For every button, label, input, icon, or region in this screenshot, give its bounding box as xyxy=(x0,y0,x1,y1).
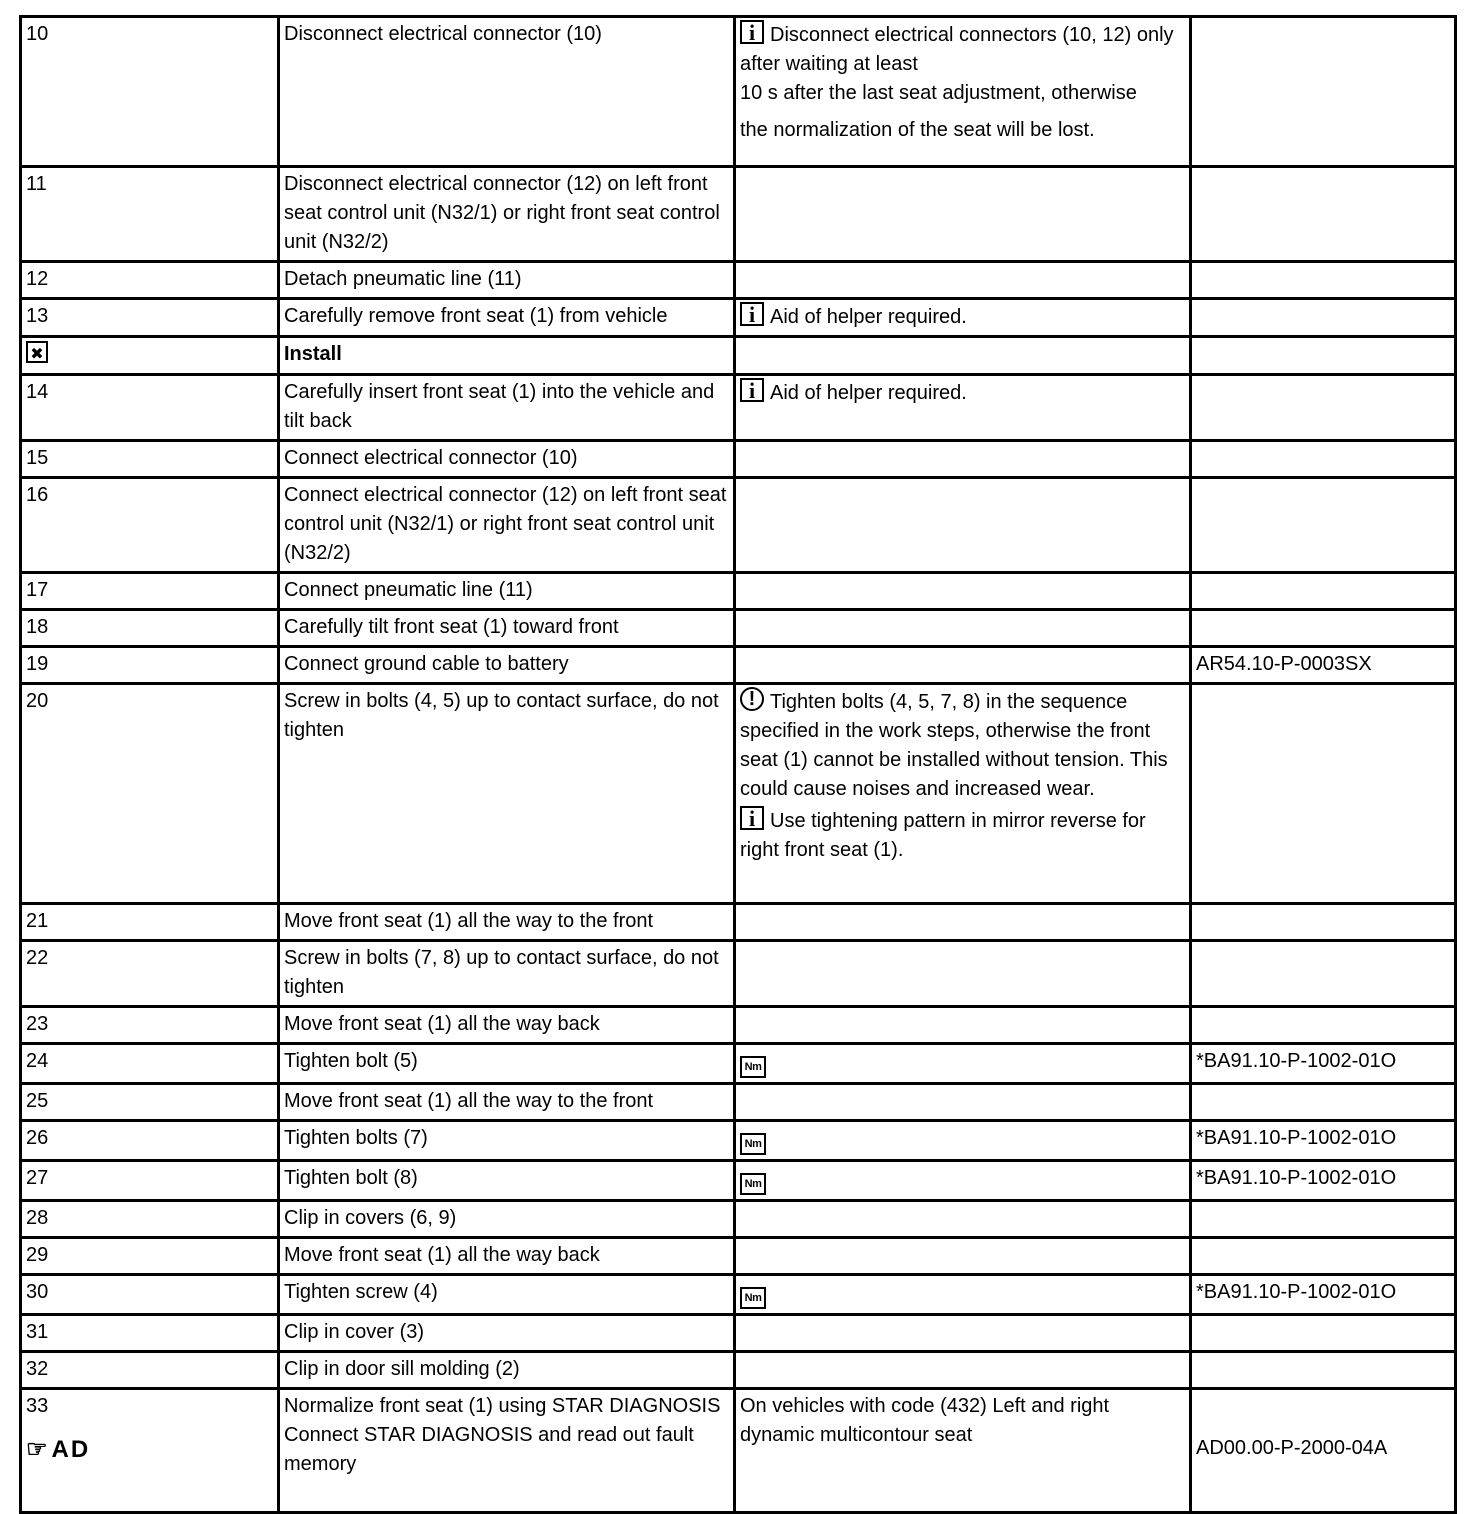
table-row xyxy=(21,299,1456,337)
step-action: Tighten bolts (7) xyxy=(279,1121,735,1161)
step-number: 21 xyxy=(21,904,279,941)
table-row xyxy=(21,610,1456,647)
ad-mark xyxy=(26,1435,273,1464)
table-row xyxy=(21,478,1456,573)
info-icon xyxy=(740,20,764,44)
table-row xyxy=(21,262,1456,299)
table-row xyxy=(21,1007,1456,1044)
step-number: 28 xyxy=(21,1201,279,1238)
step-number: 27 xyxy=(21,1161,279,1201)
step-number: 20 xyxy=(21,684,279,904)
ad-mark-text: AD xyxy=(51,1436,91,1463)
step-note xyxy=(735,941,1191,1007)
step-note xyxy=(735,262,1191,299)
table-row xyxy=(21,1161,1456,1201)
step-reference xyxy=(1191,337,1456,375)
info-icon xyxy=(740,806,764,830)
step-action: Detach pneumatic line (11) xyxy=(279,262,735,299)
step-action xyxy=(279,1389,735,1513)
step-number xyxy=(21,1389,279,1513)
step-action-text: Connect STAR DIAGNOSIS and read out fault memory xyxy=(284,1424,694,1475)
table-row xyxy=(21,1201,1456,1238)
step-number: 10 xyxy=(21,17,279,167)
step-action: Carefully insert front seat (1) into the vehicle and tilt back xyxy=(279,375,735,441)
step-number: 29 xyxy=(21,1238,279,1275)
table-row xyxy=(21,167,1456,262)
step-number: 16 xyxy=(21,478,279,573)
step-note xyxy=(735,337,1191,375)
step-reference xyxy=(1191,573,1456,610)
step-note xyxy=(735,1275,1191,1315)
step-number: 14 xyxy=(21,375,279,441)
table-row xyxy=(21,1084,1456,1121)
note-text: Aid of helper required. xyxy=(770,306,967,328)
step-reference xyxy=(1191,684,1456,904)
step-action: Move front seat (1) all the way back xyxy=(279,1007,735,1044)
step-action: Connect electrical connector (12) on left front seat control unit (N32/1) or right front seat control unit (N32/2) xyxy=(279,478,735,573)
table-row xyxy=(21,1352,1456,1389)
note-text: Aid of helper required. xyxy=(770,382,967,404)
step-number: 12 xyxy=(21,262,279,299)
step-number: 11 xyxy=(21,167,279,262)
step-reference xyxy=(1191,167,1456,262)
table-row xyxy=(21,17,1456,167)
step-note xyxy=(735,441,1191,478)
step-number: 19 xyxy=(21,647,279,684)
step-reference xyxy=(1191,262,1456,299)
step-reference xyxy=(1191,1315,1456,1352)
step-note xyxy=(735,1352,1191,1389)
step-action: Tighten bolt (8) xyxy=(279,1161,735,1201)
step-number xyxy=(21,337,279,375)
step-reference: *BA91.10-P-1002-01O xyxy=(1191,1275,1456,1315)
table-row xyxy=(21,1044,1456,1084)
step-reference xyxy=(1191,1007,1456,1044)
step-action-text: Normalize front seat (1) using STAR DIAGNOSIS xyxy=(284,1395,721,1417)
step-reference xyxy=(1191,478,1456,573)
step-note xyxy=(735,647,1191,684)
step-reference xyxy=(1191,904,1456,941)
step-number: 26 xyxy=(21,1121,279,1161)
note-text: Tighten bolts (4, 5, 7, 8) in the sequence specified in the work steps, otherwise the front seat (1) cannot be installed without tension. This could cause noises and increased wear. xyxy=(740,691,1168,800)
step-note xyxy=(735,167,1191,262)
step-note xyxy=(735,17,1191,167)
step-action: Tighten bolt (5) xyxy=(279,1044,735,1084)
step-action: Clip in cover (3) xyxy=(279,1315,735,1352)
step-reference xyxy=(1191,1201,1456,1238)
torque-nm-icon xyxy=(740,1056,766,1078)
table-row xyxy=(21,684,1456,904)
step-action: Disconnect electrical connector (10) xyxy=(279,17,735,167)
table-row xyxy=(21,337,1456,375)
step-action: Move front seat (1) all the way to the front xyxy=(279,904,735,941)
step-number: 25 xyxy=(21,1084,279,1121)
step-number: 24 xyxy=(21,1044,279,1084)
step-number-text: 33 xyxy=(26,1395,49,1417)
install-icon xyxy=(26,341,48,363)
step-reference: *BA91.10-P-1002-01O xyxy=(1191,1121,1456,1161)
step-number: 31 xyxy=(21,1315,279,1352)
step-note xyxy=(735,299,1191,337)
table-row xyxy=(21,1389,1456,1513)
step-number: 22 xyxy=(21,941,279,1007)
table-row xyxy=(21,1238,1456,1275)
step-action: Connect ground cable to battery xyxy=(279,647,735,684)
step-note xyxy=(735,1161,1191,1201)
pointing-hand-icon: ☞ xyxy=(26,1436,50,1463)
step-action: Move front seat (1) all the way back xyxy=(279,1238,735,1275)
step-action: Clip in door sill molding (2) xyxy=(279,1352,735,1389)
step-number: 30 xyxy=(21,1275,279,1315)
step-action: Carefully remove front seat (1) from vehicle xyxy=(279,299,735,337)
torque-nm-icon xyxy=(740,1133,766,1155)
torque-nm-icon xyxy=(740,1287,766,1309)
step-reference xyxy=(1191,1352,1456,1389)
step-action: Screw in bolts (4, 5) up to contact surface, do not tighten xyxy=(279,684,735,904)
step-number: 32 xyxy=(21,1352,279,1389)
step-note xyxy=(735,1121,1191,1161)
step-action: Clip in covers (6, 9) xyxy=(279,1201,735,1238)
step-reference: AR54.10-P-0003SX xyxy=(1191,647,1456,684)
step-number: 18 xyxy=(21,610,279,647)
step-reference: *BA91.10-P-1002-01O xyxy=(1191,1161,1456,1201)
procedure-table xyxy=(19,15,1457,1514)
step-note xyxy=(735,904,1191,941)
step-number: 23 xyxy=(21,1007,279,1044)
table-row xyxy=(21,573,1456,610)
step-reference xyxy=(1191,17,1456,167)
note-text: Use tightening pattern in mirror reverse for right front seat (1). xyxy=(740,810,1146,861)
step-action: Disconnect electrical connector (12) on left front seat control unit (N32/1) or right front seat control unit (N32/2) xyxy=(279,167,735,262)
section-heading: Install xyxy=(279,337,735,375)
table-row xyxy=(21,441,1456,478)
info-icon xyxy=(740,378,764,402)
caution-icon xyxy=(740,687,764,711)
step-number: 17 xyxy=(21,573,279,610)
table-row xyxy=(21,647,1456,684)
step-reference: *BA91.10-P-1002-01O xyxy=(1191,1044,1456,1084)
step-reference xyxy=(1191,1084,1456,1121)
step-reference xyxy=(1191,941,1456,1007)
step-note xyxy=(735,610,1191,647)
step-note xyxy=(735,478,1191,573)
table-row xyxy=(21,941,1456,1007)
step-note: On vehicles with code (432) Left and right dynamic multicontour seat xyxy=(735,1389,1191,1513)
table-row xyxy=(21,1315,1456,1352)
step-note xyxy=(735,1238,1191,1275)
step-action: Tighten screw (4) xyxy=(279,1275,735,1315)
step-action: Move front seat (1) all the way to the front xyxy=(279,1084,735,1121)
step-reference xyxy=(1191,1238,1456,1275)
step-reference xyxy=(1191,299,1456,337)
step-reference xyxy=(1191,441,1456,478)
step-note xyxy=(735,1201,1191,1238)
step-note xyxy=(735,684,1191,904)
table-row xyxy=(21,904,1456,941)
step-action: Carefully tilt front seat (1) toward front xyxy=(279,610,735,647)
step-reference xyxy=(1191,610,1456,647)
step-note xyxy=(735,1315,1191,1352)
note-text: the normalization of the seat will be lost. xyxy=(740,119,1095,141)
step-note xyxy=(735,573,1191,610)
note-text: Disconnect electrical connectors (10, 12) only after waiting at least xyxy=(740,24,1174,75)
note-text: 10 s after the last seat adjustment, otherwise xyxy=(740,82,1137,104)
info-icon xyxy=(740,302,764,326)
step-number: 13 xyxy=(21,299,279,337)
step-reference xyxy=(1191,375,1456,441)
step-reference xyxy=(1191,1389,1456,1513)
step-note xyxy=(735,1044,1191,1084)
step-note xyxy=(735,1084,1191,1121)
step-action: Screw in bolts (7, 8) up to contact surface, do not tighten xyxy=(279,941,735,1007)
step-action: Connect pneumatic line (11) xyxy=(279,573,735,610)
step-action: Connect electrical connector (10) xyxy=(279,441,735,478)
step-number: 15 xyxy=(21,441,279,478)
table-row xyxy=(21,1275,1456,1315)
table-row xyxy=(21,1121,1456,1161)
torque-nm-icon xyxy=(740,1173,766,1195)
table-row xyxy=(21,375,1456,441)
step-reference-text: AD00.00-P-2000-04A xyxy=(1196,1437,1388,1459)
step-note xyxy=(735,1007,1191,1044)
step-note xyxy=(735,375,1191,441)
